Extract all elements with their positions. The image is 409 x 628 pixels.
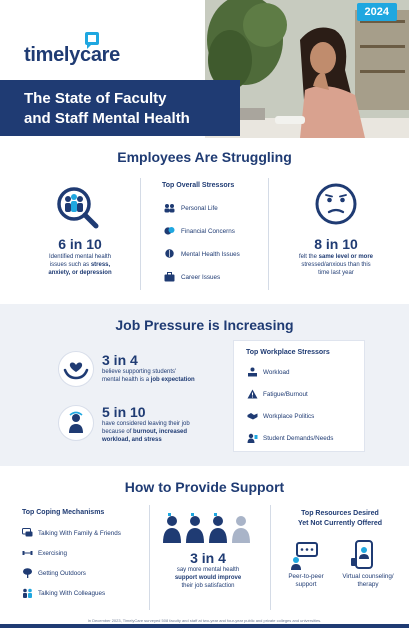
resource-virtual-counseling: Virtual counseling/ therapy [342,573,394,588]
section-title-job-pressure: Job Pressure is Increasing [115,317,294,333]
student-icon [247,433,258,443]
workplace-politics: Workplace Politics [263,413,315,420]
warning-icon [247,389,258,399]
logo: timelycare [24,44,120,66]
stat-6-in-10-desc: Identified mental health issues such as stress, anxiety, or depression [48,254,112,276]
header [0,0,409,138]
magnifier-people-icon [56,186,100,230]
handshake-icon [247,411,258,421]
title-band [0,80,240,136]
section-title-struggling: Employees Are Struggling [117,149,292,165]
page-title-line-1: The State of Faculty [24,90,167,107]
stat-5-in-10: 5 in 10 [102,404,146,420]
chat-icon [22,528,33,538]
divider [149,505,150,610]
stat-3-in-4-job: 3 in 4 [102,352,138,368]
workplace-workload: Workload [263,369,290,376]
colleagues-icon [22,588,33,598]
peer-support-icon [291,542,321,570]
divider [140,178,141,290]
page-title-line-2: and Staff Mental Health [24,110,190,127]
virtual-counseling-icon [351,540,377,570]
stat-6-in-10: 6 in 10 [58,236,102,252]
year-badge: 2024 [357,3,397,21]
stressor-career: Career Issues [181,274,221,281]
divider [270,505,271,610]
stat-3-in-4-support-desc: say more mental health support would improve their job satisfaction [174,567,242,589]
stat-3-in-4-job-desc: believe supporting students' mental health is a job expectation [102,369,195,383]
stressed-person-icon [58,405,94,441]
brain-icon [164,249,175,259]
stressor-financial: Financial Concerns [181,228,235,235]
stat-8-in-10: 8 in 10 [314,236,358,252]
coping-outdoors: Getting Outdoors [38,570,86,577]
briefcase-icon [164,272,175,282]
workplace-stressors-heading: Top Workplace Stressors [246,349,330,356]
four-people-icon [162,513,254,543]
tree-icon [22,568,33,578]
stressor-mental-health: Mental Health Issues [181,251,240,258]
stressors-heading: Top Overall Stressors [162,182,235,189]
resource-peer-support: Peer-to-peer support [288,573,324,588]
coping-colleagues: Talking With Colleagues [38,590,106,597]
stat-8-in-10-desc: felt the same level or more stressed/anxious than this time last year [298,254,374,276]
stat-3-in-4-support: 3 in 4 [190,550,226,566]
bottom-rule [0,624,409,628]
stat-5-in-10-desc: have considered leaving their job because of burnout, increased workload, and stress [102,421,190,443]
person-desk-icon [247,367,258,377]
coping-family-friends: Talking With Family & Friends [38,530,121,537]
coping-heading: Top Coping Mechanisms [22,509,105,516]
stressor-personal-life: Personal Life [181,205,218,212]
divider [268,178,269,290]
dumbbell-icon [22,548,33,558]
coins-icon [164,226,175,236]
workplace-fatigue: Fatigue/Burnout [263,391,308,398]
resources-heading: Top Resources Desired Yet Not Currently Offered [297,510,382,527]
coping-exercising: Exercising [38,550,68,557]
section-title-support: How to Provide Support [124,479,285,495]
hands-heart-icon [58,351,94,387]
people-icon [164,203,175,213]
worried-face-icon [315,183,357,225]
workplace-student-demands: Student Demands/Needs [263,435,334,442]
footer-note: In December 2023, TimelyCare surveyed 508 faculty and staff at two-year and four-year public and private colleges and universities. [87,618,322,623]
